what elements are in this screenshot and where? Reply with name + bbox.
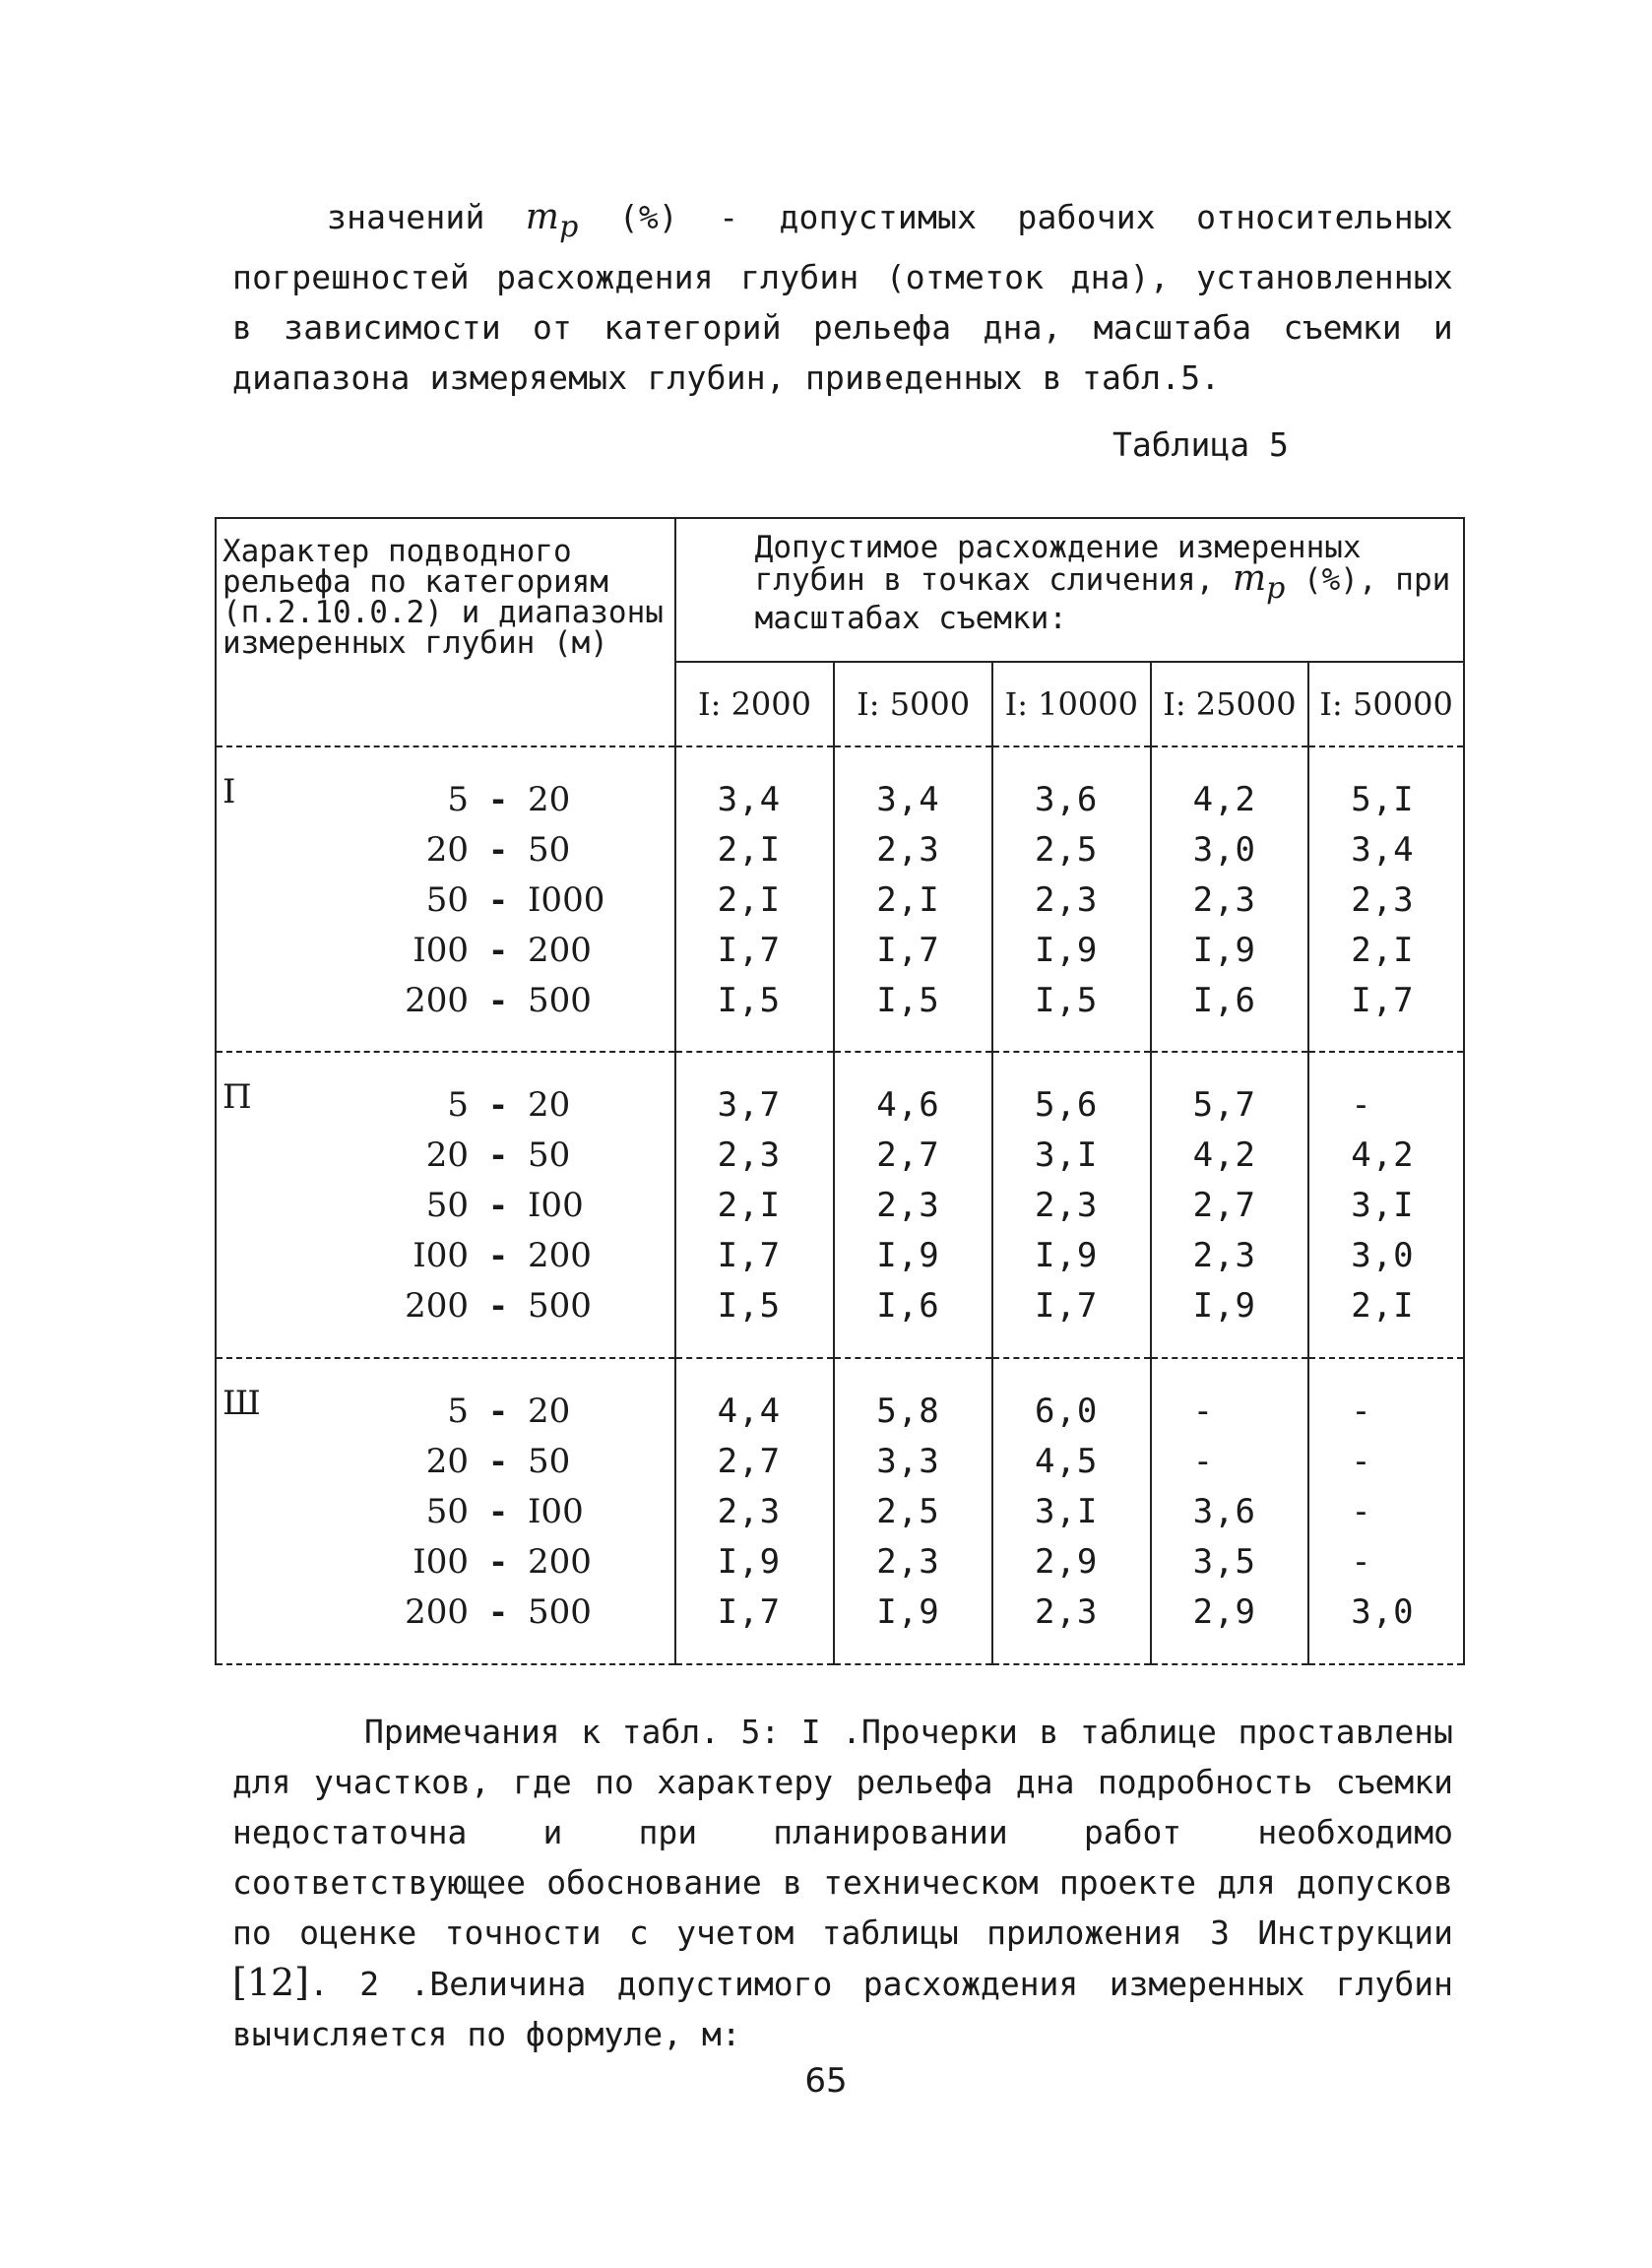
- value-cell: I,6: [876, 1286, 940, 1326]
- notes-text-part1: Примечания к табл. 5: I .Прочерки в таблице проставлены для участков, где по характеру рельефа дна подробность съемки недостаточна и при планировании работ необходимо соответствующее обоснование в техническом проекте для допусков по оценке точности с учетом таблицы приложения 3 Инструкции: [232, 1713, 1453, 1952]
- category-label: Ш: [222, 1384, 261, 1423]
- value-cell: 2,5: [1034, 830, 1099, 870]
- value-cell: I,9: [876, 1592, 940, 1632]
- value-cell: 2,3: [876, 830, 940, 870]
- value-cell: 2,7: [717, 1442, 782, 1481]
- value-cell: 2,I: [876, 880, 940, 920]
- value-cell: 2,3: [1034, 1592, 1099, 1632]
- value-cell: 2,3: [717, 1492, 782, 1531]
- value-cell: 3,I: [1351, 1186, 1415, 1225]
- value-column: [675, 1359, 835, 1664]
- depth-range: 200 - 500: [405, 1592, 592, 1632]
- depth-range: I00 - 200: [413, 931, 592, 970]
- scale-header: I: 25000: [1151, 662, 1309, 746]
- value-cell: -: [1351, 1392, 1372, 1431]
- value-cell: 3,0: [1192, 830, 1256, 870]
- value-cell: 3,0: [1351, 1236, 1415, 1275]
- value-cell: 2,I: [1351, 931, 1415, 970]
- value-cell: 2,3: [717, 1135, 782, 1175]
- value-cell: 5,I: [1351, 780, 1415, 819]
- value-cell: I,9: [717, 1542, 782, 1582]
- value-cell: 4,4: [717, 1392, 782, 1431]
- value-cell: 6,0: [1034, 1392, 1099, 1431]
- notes-text-part2: . 2 .Величина допустимого расхождения измеренных глубин вычисляется по формуле, м:: [232, 1965, 1453, 2053]
- value-cell: 3,5: [1192, 1542, 1256, 1582]
- value-cell: 2,3: [1034, 1186, 1099, 1225]
- value-cell: -: [1351, 1442, 1372, 1481]
- value-cell: 2,7: [1192, 1186, 1256, 1225]
- scale-header: I: 5000: [834, 662, 992, 746]
- depth-range: 50 - I00: [425, 1492, 584, 1531]
- value-cell: I,9: [1034, 1236, 1099, 1275]
- table-group-row: [216, 1053, 1464, 1358]
- page-number: 65: [804, 2061, 848, 2101]
- value-cell: -: [1351, 1542, 1372, 1582]
- value-cell: 3,0: [1351, 1592, 1415, 1632]
- tolerance-table: [215, 517, 1465, 1665]
- value-cell: I,5: [1034, 981, 1099, 1020]
- reference-citation: [12]: [232, 1961, 310, 2004]
- depth-range: 20 - 50: [425, 1135, 571, 1175]
- value-cell: -: [1192, 1442, 1215, 1481]
- value-cell: I,9: [1192, 931, 1256, 970]
- depth-range: 20 - 50: [425, 1442, 571, 1481]
- value-cell: 2,5: [876, 1492, 940, 1531]
- value-column: [675, 1053, 835, 1358]
- depth-range: 5 - 20: [447, 1085, 571, 1125]
- value-column: [992, 746, 1151, 1052]
- value-column: [1308, 746, 1464, 1052]
- value-column: [1308, 1359, 1464, 1664]
- value-cell: I,9: [1192, 1286, 1256, 1326]
- depth-range: 50 - I000: [425, 880, 605, 920]
- depth-range: I00 - 200: [413, 1542, 592, 1582]
- value-cell: -: [1351, 1492, 1372, 1531]
- value-cell: 2,3: [1351, 880, 1415, 920]
- value-cell: 2,3: [1192, 880, 1256, 920]
- depth-range: 200 - 500: [405, 981, 592, 1020]
- header-relief-category: Характер подводного рельефа по категориям (п.2.10.0.2) и диапазоны измеренных глубин (м): [216, 518, 675, 746]
- table-group-row: [216, 746, 1464, 1052]
- value-cell: 4,6: [876, 1085, 940, 1125]
- intro-text-after: (%) - допустимых рабочих относительных погрешностей расхождения глубин (отметок дна), установленных в зависимости от категорий рельефа дна, масштаба съемки и диапазона измеряемых глубин, приведенных в табл.5.: [232, 198, 1453, 398]
- mp-symbol: $m_p$: [525, 197, 579, 245]
- value-cell: I,6: [1192, 981, 1256, 1020]
- value-cell: I,7: [876, 931, 940, 970]
- value-column: [834, 1359, 992, 1664]
- table-notes: [232, 1707, 1453, 2059]
- value-cell: 2,I: [717, 830, 782, 870]
- value-cell: 4,2: [1351, 1135, 1415, 1175]
- value-cell: 3,6: [1034, 780, 1099, 819]
- intro-text-before: значений: [327, 198, 485, 236]
- value-column: [1151, 1053, 1309, 1358]
- value-cell: 3,3: [876, 1442, 940, 1481]
- value-cell: 4,2: [1192, 780, 1256, 819]
- value-cell: I,5: [717, 981, 782, 1020]
- value-cell: 3,I: [1034, 1135, 1099, 1175]
- depth-range: I00 - 200: [413, 1236, 592, 1275]
- category-label: I: [222, 772, 236, 811]
- value-cell: 2,3: [1034, 880, 1099, 920]
- header-allowed-discrepancy: Допустимое расхождение измеренных глубин в точках сличения, $m_p$ (%), при масштабах съемки:: [675, 518, 1464, 662]
- value-cell: 2,7: [876, 1135, 940, 1175]
- value-column: [1151, 1359, 1309, 1664]
- value-cell: 4,2: [1192, 1135, 1256, 1175]
- value-cell: 2,3: [876, 1542, 940, 1582]
- category-cell: [216, 1359, 675, 1664]
- value-cell: I,7: [717, 931, 782, 970]
- depth-range: 5 - 20: [447, 1392, 571, 1431]
- category-cell: [216, 1053, 675, 1358]
- value-column: [992, 1359, 1151, 1664]
- mp-symbol: $m_p$: [1232, 558, 1286, 607]
- value-cell: 5,7: [1192, 1085, 1256, 1125]
- value-cell: 3,4: [876, 780, 940, 819]
- value-cell: 2,3: [1192, 1236, 1256, 1275]
- value-column: [1151, 746, 1309, 1052]
- scale-header: I: 2000: [675, 662, 835, 746]
- value-cell: 3,4: [1351, 830, 1415, 870]
- table-group-row: [216, 1359, 1464, 1664]
- value-cell: 2,9: [1192, 1592, 1256, 1632]
- value-cell: I,7: [1034, 1286, 1099, 1326]
- value-column: [675, 746, 835, 1052]
- value-cell: 3,7: [717, 1085, 782, 1125]
- value-cell: 3,I: [1034, 1492, 1099, 1531]
- value-column: [834, 1053, 992, 1358]
- scale-header: I: 10000: [992, 662, 1151, 746]
- intro-paragraph: [232, 192, 1453, 403]
- value-cell: I,7: [1351, 981, 1415, 1020]
- value-cell: 2,3: [876, 1186, 940, 1225]
- value-cell: 5,8: [876, 1392, 940, 1431]
- table-header-row: [216, 518, 1464, 662]
- value-cell: 4,5: [1034, 1442, 1099, 1481]
- value-cell: I,7: [717, 1236, 782, 1275]
- depth-range: 200 - 500: [405, 1286, 592, 1326]
- value-column: [834, 746, 992, 1052]
- value-cell: I,9: [876, 1236, 940, 1275]
- value-cell: 2,I: [717, 1186, 782, 1225]
- value-cell: I,5: [717, 1286, 782, 1326]
- value-cell: I,7: [717, 1592, 782, 1632]
- value-cell: 2,I: [1351, 1286, 1415, 1326]
- value-column: [1308, 1053, 1464, 1358]
- value-cell: 2,I: [717, 880, 782, 920]
- category-label: П: [222, 1077, 252, 1117]
- value-column: [992, 1053, 1151, 1358]
- value-cell: 3,4: [717, 780, 782, 819]
- depth-range: 50 - I00: [425, 1186, 584, 1225]
- value-cell: 2,9: [1034, 1542, 1099, 1582]
- depth-range: 5 - 20: [447, 780, 571, 819]
- value-cell: -: [1351, 1085, 1372, 1125]
- table-caption: Таблица 5: [1112, 425, 1289, 464]
- category-cell: [216, 746, 675, 1052]
- value-cell: -: [1192, 1392, 1215, 1431]
- value-cell: 3,6: [1192, 1492, 1256, 1531]
- depth-range: 20 - 50: [425, 830, 571, 870]
- scale-header: I: 50000: [1308, 662, 1464, 746]
- value-cell: I,9: [1034, 931, 1099, 970]
- value-cell: 5,6: [1034, 1085, 1099, 1125]
- value-cell: I,5: [876, 981, 940, 1020]
